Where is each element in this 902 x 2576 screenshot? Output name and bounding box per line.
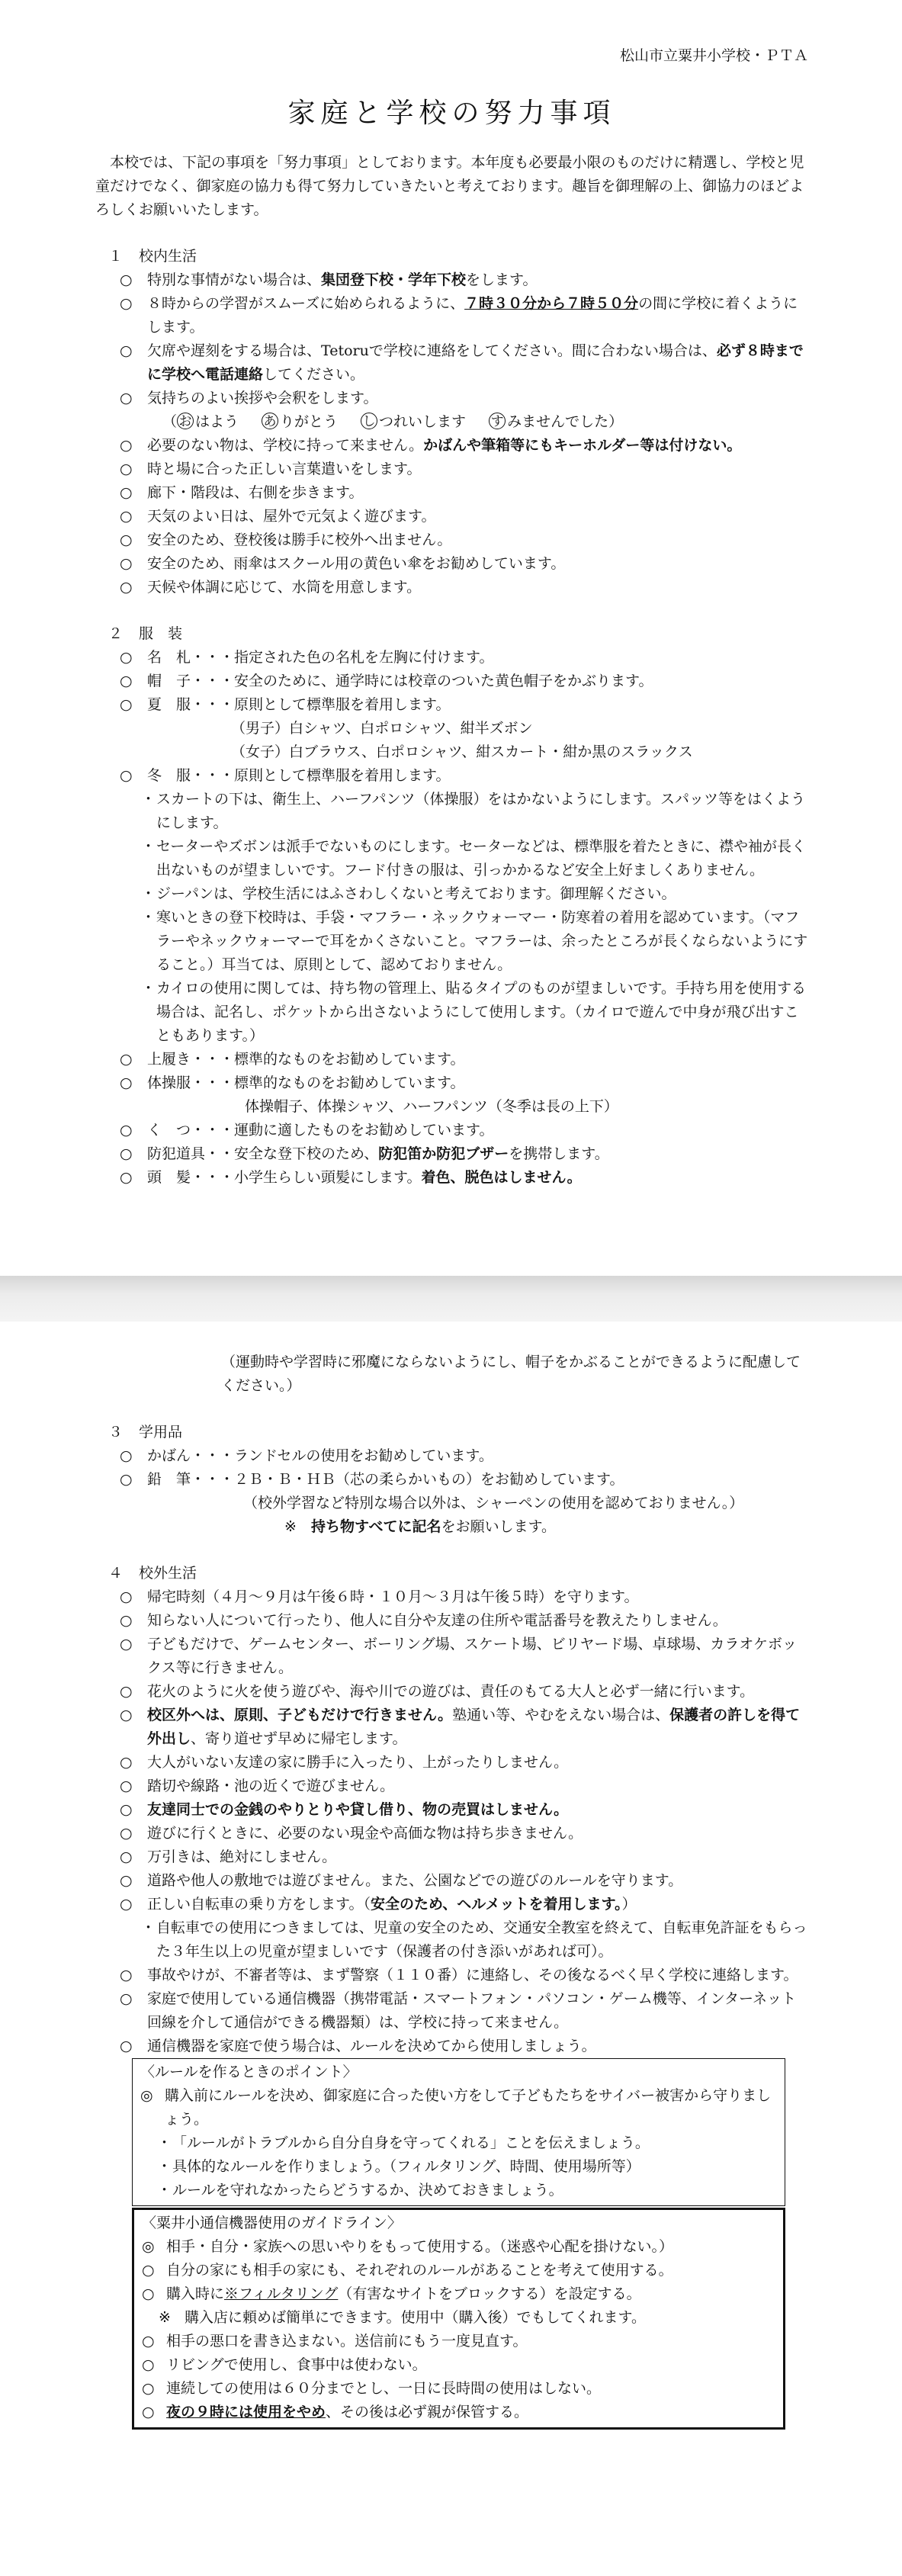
list-item: ○ 廊下・階段は、右側を歩きます。: [120, 484, 364, 501]
list-item: ○ 花火のように火を使う遊びや、海や川での遊びは、責任のもてる大人と必ず一緒に行います。: [120, 1683, 755, 1700]
bullet-item: ・ セーターやズボンは派手でないものにします。セーターなどは、標準服を着たときに、襟や袖が長く出ないものが望ましいです。フード付きの服は、引っかかるなど安全上好ましくありません。: [141, 838, 806, 878]
circled-char: お: [177, 413, 194, 429]
box-item: ◎ 購入前にルールを決め、御家庭に合った使い方をして子どもたちをサイバー被害から守りましょう。: [140, 2087, 772, 2128]
box-item: ◎ 相手・自分・家族への思いやりをもって使用する。（迷惑や心配を掛けない。）: [142, 2238, 674, 2255]
list-item: ○ 天気のよい日は、屋外で元気よく遊びます。: [120, 508, 436, 525]
list-item: ○ 通信機器を家庭で使う場合は、ルールを決めてから使用しましょう。: [120, 2038, 596, 2054]
section-4-heading: [95, 1562, 808, 1585]
list-item: ○ 上履き・・・標準的なものをお勧めしています。: [120, 1051, 465, 1068]
list-item: ○ 必要のない物は、学校に持って来ません。かばんや筆箱等にもキーホルダー等は付けない。: [120, 437, 742, 454]
page-2-content: [95, 1351, 808, 2430]
section-number: １: [108, 248, 124, 265]
circled-char: す: [489, 413, 506, 429]
box-heading: 〈ルールを作るときのポイント〉: [140, 2064, 358, 2080]
list-item: ○ 安全のため、雨傘はスクール用の黄色い傘をお勧めしています。: [120, 555, 566, 572]
section-3-heading: [95, 1421, 808, 1444]
page-2: [0, 1322, 902, 2576]
page-1-content: [95, 44, 808, 1190]
list-item: ○ 帰宅時刻（４月～９月は午後６時・１０月～３月は午後５時）を守ります。: [120, 1588, 639, 1605]
bullet-item: ・ 寒いときの登下校時は、手袋・マフラー・ネックウォーマー・防寒着の着用を認めています。（マフラーやネックウォーマーで耳をかくさないこと。マフラーは、余ったところが長くならないようにすること。）耳当ては、原則として、認めておりません。: [141, 909, 808, 973]
section-title: 校外生活: [139, 1565, 197, 1582]
list-item: ○ 帽 子・・・安全のために、通学時には校章のついた黄色帽子をかぶります。: [120, 673, 653, 689]
list-item-continued: （運動時や学習時に邪魔にならないようにし、帽子をかぶることができるように配慮してください。）: [221, 1354, 801, 1394]
list-item: ○ 遊びに行くときに、必要のない現金や高価な物は持ち歩きません。: [120, 1825, 583, 1842]
box-item: ○ 夜の９時には使用をやめ、その後は必ず親が保管する。: [142, 2404, 529, 2420]
bullet-item: ・ 自転車での使用につきましては、児童の安全のため、交通安全教室を終えて、自転車免許証をもらった３年生以上の児童が望ましいです（保護者の付き添いがあれば可）。: [141, 1919, 807, 1960]
list-subitem: （女子）白ブラウス、白ポロシャツ、紺スカート・紺か黒のスラックス: [231, 744, 693, 760]
page-1: [0, 0, 902, 1276]
list-item: ○ 冬 服・・・原則として標準服を着用します。: [120, 767, 451, 784]
page-separator: [0, 1276, 902, 1322]
intro-paragraph: 本校では、下記の事項を「努力事項」としております。本年度も必要最小限のものだけに精選し、学校と児童だけでなく、御家庭の協力も得て努力していきたいと考えております。趣旨を御理解の上、御協力のほどよろしくお願いいたします。: [95, 154, 804, 218]
greeting-list: （ お はよう あ りがとう し つれいします す みませんでした）: [162, 413, 624, 430]
section-number: ３: [108, 1424, 124, 1441]
box-note: ※ 購入店に頼めば簡単にできます。使用中（購入後）でもしてくれます。: [159, 2309, 646, 2326]
list-item: ○ 名 札・・・指定された色の名札を左胸に付けます。: [120, 649, 494, 666]
list-item: ○ 時と場に合った正しい言葉遣いをします。: [120, 461, 422, 477]
bullet-item: ・ スカートの下は、衛生上、ハーフパンツ（体操服）をはかないようにします。スパッツ等をはくようにします。: [141, 791, 806, 831]
rule-points-box: [132, 2058, 785, 2206]
box-heading: 〈粟井小通信機器使用のガイドライン〉: [142, 2215, 402, 2231]
list-item: ○ 気持ちのよい挨拶や会釈をします。: [120, 390, 378, 406]
circled-char: し: [361, 413, 377, 429]
list-subitem: 体操帽子、体操シャツ、ハーフパンツ（冬季は長の上下）: [245, 1098, 618, 1115]
list-note: （校外学習など特別な場合以外は、シャーペンの使用を認めておりません。）: [243, 1495, 744, 1511]
bullet-item: ・ ジーパンは、学校生活にはふさわしくないと考えております。御理解ください。: [141, 885, 676, 902]
section-number: ２: [108, 625, 124, 642]
list-item: ○ かばん・・・ランドセルの使用をお勧めしています。: [120, 1447, 493, 1464]
list-item: ○ 正しい自転車の乗り方をします。（安全のため、ヘルメットを着用します。）: [120, 1896, 637, 1913]
list-item: ○ 万引きは、絶対にしません。: [120, 1848, 337, 1865]
box-item: ○ 購入時に※フィルタリング（有害なサイトをブロックする）を設定する。: [142, 2285, 641, 2302]
list-item: ○ 踏切や線路・池の近くで遊びません。: [120, 1778, 395, 1794]
list-item: ○ 体操服・・・標準的なものをお勧めしています。: [120, 1074, 465, 1091]
box-item: ○ 相手の悪口を書き込まない。送信前にもう一度見直す。: [142, 2333, 528, 2350]
list-item: ○ 校区外へは、原則、子どもだけで行きません。塾通い等、やむをえない場合は、保護者の許しを得て外出し、寄り道せず早めに帰宅します。: [120, 1707, 801, 1747]
list-item: ○ 防犯道具・・安全な登下校のため、防犯笛か防犯ブザーを携帯します。: [120, 1145, 609, 1162]
document-title: 家庭と学校の努力事項: [287, 98, 616, 129]
star-note: ※ 持ち物すべてに記名をお願いします。: [284, 1518, 557, 1535]
list-item: ○ 安全のため、登校後は勝手に校外へ出ません。: [120, 532, 452, 548]
list-item: ○ 特別な事情がない場合は、集団登下校・学年下校をします。: [120, 271, 538, 288]
list-item: ○ ８時からの学習がスムーズに始められるように、７時３０分から７時５０分の間に学校に着くようにします。: [120, 295, 798, 336]
section-1-heading: [95, 245, 808, 268]
box-item: ○ 連続しての使用は６０分までとし、一日に長時間の使用はしない。: [142, 2380, 602, 2397]
school-name: 松山市立粟井小学校・ＰＴＡ: [619, 47, 808, 64]
section-2-heading: [95, 622, 808, 646]
list-item: ○ 頭 髪・・・小学生らしい頭髪にします。着色、脱色はしません。: [120, 1169, 582, 1186]
list-item: ○ 夏 服・・・原則として標準服を着用します。: [120, 696, 451, 713]
list-item: ○ 鉛 筆・・・２Ｂ・Ｂ・ＨＢ（芯の柔らかいもの）をお勧めしています。: [120, 1471, 624, 1488]
guideline-box: [132, 2208, 785, 2430]
bullet-item: ・ カイロの使用に関しては、持ち物の管理上、貼るタイプのものが望ましいです。手持ち用を使用する場合は、記名し、ポケットから出さないようにして使用します。（カイロで遊んで中身が飛び出すこともあります。）: [141, 980, 806, 1044]
list-item: ○ 天候や体調に応じて、水筒を用意します。: [120, 579, 422, 596]
list-item: ○ 欠席や遅刻をする場合は、Tetoruで学校に連絡をしてください。間に合わない場合は、必ず８時までに学校へ電話連絡してください。: [120, 342, 804, 383]
box-bullet: ・ ルールを守れなかったらどうするか、決めておきましょう。: [157, 2182, 563, 2199]
list-item: ○ 道路や他人の敷地では遊びません。また、公園などでの遊びのルールを守ります。: [120, 1872, 683, 1889]
list-item: ○ 友達同士での金銭のやりとりや貸し借り、物の売買はしません。: [120, 1801, 569, 1818]
circled-char: あ: [262, 413, 278, 429]
box-bullet: ・ 具体的なルールを作りましょう。（フィルタリング、時間、使用場所等）: [157, 2158, 640, 2175]
list-item: ○ 大人がいない友達の家に勝手に入ったり、上がったりしません。: [120, 1754, 569, 1771]
box-bullet: ・ 「ルールがトラブルから自分自身を守ってくれる」ことを伝えましょう。: [157, 2134, 650, 2151]
section-title: 校内生活: [139, 248, 197, 265]
section-number: ４: [108, 1565, 124, 1582]
section-title: 学用品: [139, 1424, 183, 1441]
list-item: ○ く つ・・・運動に適したものをお勧めしています。: [120, 1122, 494, 1139]
list-item: ○ 知らない人について行ったり、他人に自分や友達の住所や電話番号を教えたりしません。: [120, 1612, 727, 1629]
list-item: ○ 事故やけが、不審者等は、まず警察（１１０番）に連絡し、その後なるべく早く学校に連絡します。: [120, 1967, 798, 1983]
list-item: ○ 家庭で使用している通信機器（携帯電話・スマートフォン・パソコン・ゲーム機等、インターネット回線を介して通信ができる機器類）は、学校に持って来ません。: [120, 1990, 797, 2031]
box-item: ○ 自分の家にも相手の家にも、それぞれのルールがあることを考えて使用する。: [142, 2262, 673, 2279]
box-item: ○ リビングで使用し、食事中は使わない。: [142, 2356, 427, 2373]
list-subitem: （男子）白シャツ、白ポロシャツ、紺半ズボン: [231, 720, 533, 737]
section-title: 服 装: [139, 625, 183, 642]
list-item: ○ 子どもだけで、ゲームセンター、ボーリング場、スケート場、ビリヤード場、卓球場、カラオケボックス等に行きません。: [120, 1636, 797, 1676]
